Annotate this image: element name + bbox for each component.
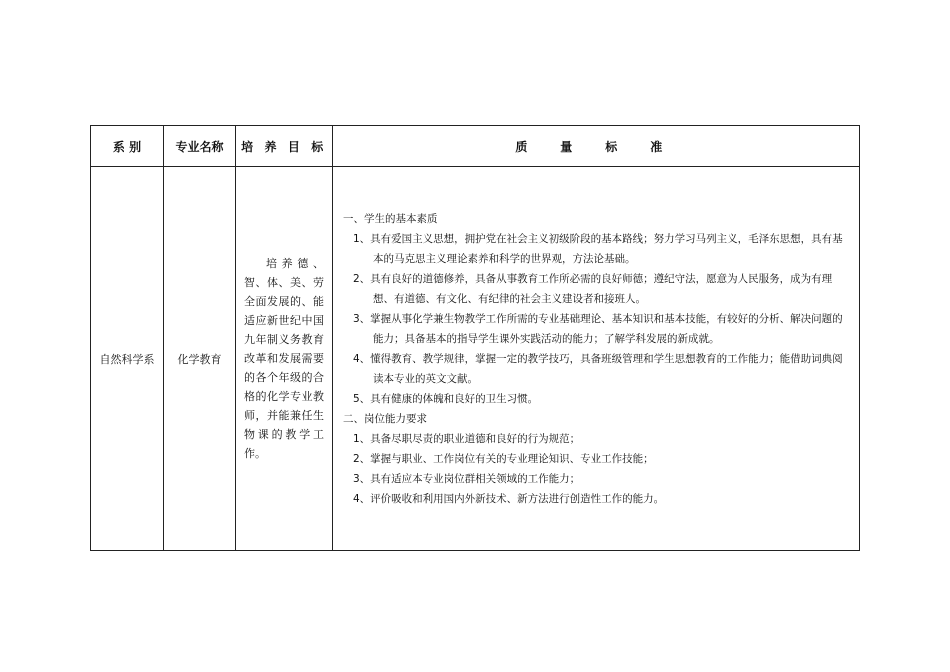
table-row: [91, 167, 860, 551]
header-major: 专业名称: [164, 126, 236, 167]
list-item: 5、具有健康的体魄和良好的卫生习惯。: [353, 392, 539, 405]
list-item: 3、具有适应本专业岗位群相关领域的工作能力；: [353, 472, 581, 485]
major-cell: 化学教育: [164, 167, 236, 551]
list-item: 2、具有良好的道德修养，具备从事教育工作所必需的良好师德；遵纪守法，愿意为人民服务，成为有理想、有道德、有文化、有纪律的社会主义建设者和接班人。: [353, 272, 833, 305]
section-title: 二、岗位能力要求: [343, 412, 427, 425]
header-department: 系 别: [91, 126, 164, 167]
goal-text: 培养德、智、体、美、劳全面发展的、能适应新世纪中国九年制义务教育改革和发展需要的各个年级的合格的化学专业教师，并能兼任生物课的教学工作。: [244, 257, 324, 460]
header-goal: 培 养 目 标: [236, 126, 333, 167]
list-item: 3、掌握从事化学兼生物教学工作所需的专业基础理论、基本知识和基本技能，有较好的分析、解决问题的能力；具备基本的指导学生课外实践活动的能力；了解学科发展的新成就。: [353, 312, 843, 345]
goal-cell: [236, 167, 333, 551]
header-quality: 质 量 标 准: [333, 126, 860, 167]
section-title: 一、学生的基本素质: [343, 212, 438, 225]
quality-standards: [333, 209, 859, 509]
list-item: 1、具有爱国主义思想，拥护党在社会主义初级阶段的基本路线；努力学习马列主义，毛泽东思想，具有基本的马克思主义理论素养和科学的世界观，方法论基础。: [353, 232, 843, 265]
department-cell: 自然科学系: [91, 167, 164, 551]
list-item: 1、具备尽职尽责的职业道德和良好的行为规范；: [353, 432, 581, 445]
list-item: 2、掌握与职业、工作岗位有关的专业理论知识、专业工作技能；: [353, 452, 654, 465]
list-item: 4、评价吸收和利用国内外新技术、新方法进行创造性工作的能力。: [353, 492, 665, 505]
quality-cell: [333, 167, 860, 551]
curriculum-table: [90, 125, 860, 551]
header-row: [91, 126, 860, 167]
list-item: 4、懂得教育、教学规律，掌握一定的教学技巧，具备班级管理和学生思想教育的工作能力；能借助词典阅读本专业的英文文献。: [353, 352, 843, 385]
